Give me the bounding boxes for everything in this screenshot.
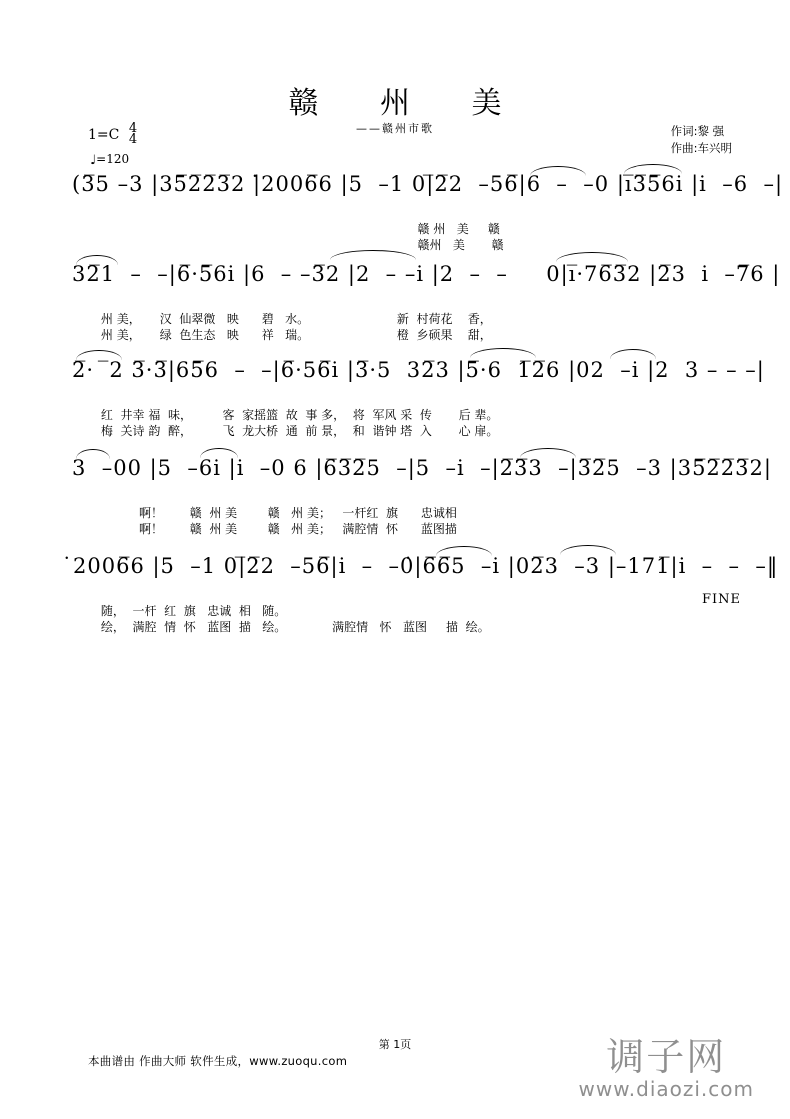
- lyric-line-1: [0, 490, 790, 520]
- lyric-text: 啊！ 赣 州 美 赣 州 美； 一杆红 旗 忠诚相: [100, 506, 457, 520]
- watermark-url: www.diaozi.com: [578, 1077, 754, 1101]
- music-system-2: [0, 262, 790, 342]
- lyric-line-2: [0, 222, 790, 252]
- tempo-marking: [90, 152, 129, 167]
- notation-text: 32̅1 – –|6̅·5̅6i |6 – –3̅2 |2 – –i |2 – – 0|i̅·76̅3̅2 |2̅3 i –7̅6 |: [72, 262, 781, 286]
- notation-text: 2̅· ̅2 3̅·3̅|65̅6 – –|6̅·56̅i |3̅·5 32̅3 |5̅·6 1̅2̅6 |02 –i |2 3 – – –|: [72, 358, 765, 382]
- lyric-line-2: [0, 506, 790, 536]
- notation-line: [0, 358, 790, 392]
- lyric-line-1: [0, 296, 790, 326]
- watermark-site-name: 调子网: [606, 1035, 727, 1079]
- lyric-text: 随， 一杆 红 旗 忠诚 相 随。: [100, 604, 287, 618]
- music-system-1: [0, 172, 790, 252]
- lyric-line-2: [0, 312, 790, 342]
- lyric-text: 梅 关诗 韵 醉， 飞 龙大桥 通 前 景， 和 谐钟 塔 入 心 扉。: [100, 424, 499, 438]
- subtitle: ——赣州市歌: [356, 122, 434, 135]
- lyric-text: 啊！ 赣 州 美 赣 州 美； 满腔情 怀 蓝图描: [100, 522, 457, 536]
- tempo-value: =120: [96, 152, 130, 166]
- lyric-text: 州 美， 绿 色生态 映 祥 瑞。 橙 乡硕果 甜，: [100, 328, 492, 342]
- quarter-note-icon: ♩: [90, 153, 97, 168]
- watermark: [579, 1037, 754, 1101]
- lyric-line-2: [0, 408, 790, 438]
- fine-marking: FINE: [702, 592, 742, 607]
- page-title: 赣 州 美: [288, 86, 528, 121]
- music-system-4: [0, 456, 790, 536]
- lyricist: 作词:黎 强: [670, 124, 725, 138]
- notation-line: [0, 262, 790, 296]
- lyric-text: 绘， 满腔 情 怀 蓝图 描 绘。 满腔情 怀 蓝图 描 绘。: [100, 620, 490, 634]
- key-signature-text: 1=C: [88, 127, 120, 143]
- lyric-text: 州 美， 汉 仙翠微 映 碧 水。 新 村荷花 香，: [100, 312, 492, 326]
- page-number: 第 1页: [378, 1038, 412, 1051]
- lyric-line-1: [0, 392, 790, 422]
- lyric-text: 赣 州 美 赣: [100, 222, 500, 236]
- lyric-line-1: [0, 206, 790, 236]
- key-signature: [88, 121, 138, 147]
- notation-text: ̇2006̅6 |5 –1 0|̅2̅2 –56̅|i – –0̇|6̅6̅5 –i |02̅3 –3 |–171̅|i – – –‖: [72, 554, 779, 578]
- slur-mark: [556, 252, 628, 262]
- credits: [671, 123, 732, 157]
- lyric-text: 红 井幸 福 味， 客 家摇篮 故 事 多， 将 军风 采 传 后 辈。: [100, 408, 499, 422]
- notation-text: (3̅5 –3 |35̅2̅2̅3̅2 |̇2006̅6 |5 –1 0|̅2̅2 –56̅|6 – –0 |i̅3̅5̅6i |i –6 –|: [72, 172, 784, 196]
- lyric-line-2: [0, 604, 790, 634]
- composer: 作曲:车兴明: [670, 141, 732, 155]
- time-signature: [129, 123, 137, 145]
- notation-line: [0, 554, 790, 588]
- footer-note: 本曲谱由 作曲大师 软件生成，www.zuoqu.com: [88, 1054, 348, 1068]
- notation-text: 3 –00 |5 –6i |i –0 6 |6̅3̅2̅5 –|5 –i –|2̅3̅3 –|3̅2̅5 –3 |35̅2̅2̅3̅2|: [72, 456, 772, 480]
- lyric-line-1: [0, 588, 790, 618]
- notation-line: [0, 456, 790, 490]
- notation-line: [0, 172, 790, 206]
- music-system-3: [0, 358, 790, 438]
- time-signature-numerator: 4: [128, 121, 138, 136]
- music-system-5: [0, 554, 790, 634]
- time-signature-denominator: 4: [128, 132, 138, 147]
- slur-mark: [470, 348, 536, 358]
- lyric-text: 赣州 美 赣: [100, 238, 504, 252]
